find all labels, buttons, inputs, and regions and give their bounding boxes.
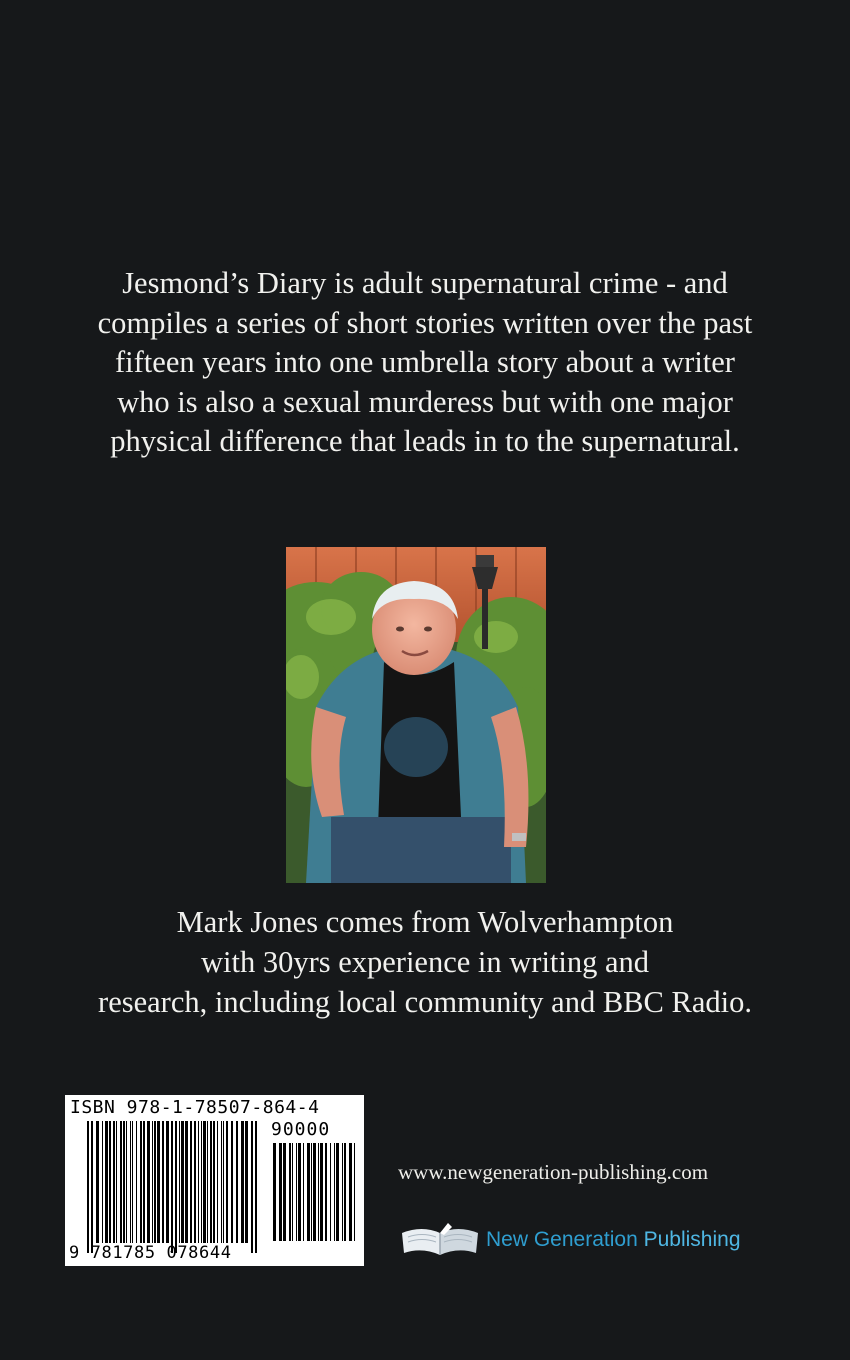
ean-digits: 9 781785 078644 [69,1243,232,1263]
publisher-website: www.newgeneration-publishing.com [398,1160,709,1184]
barcode-bar [221,1121,222,1243]
barcode-bar [185,1121,188,1243]
barcode-guard-bar [91,1121,93,1253]
barcode-bar [152,1121,153,1243]
barcode-bar [123,1121,125,1243]
barcode-bar [334,1143,335,1241]
barcode-bar [96,1121,99,1243]
barcode-bar [166,1121,169,1243]
barcode-bar [342,1143,343,1241]
barcode-bar [194,1121,196,1243]
publisher-name-part2: Publishing [643,1228,741,1251]
barcode-bar [140,1121,142,1243]
barcode-bar [245,1121,248,1243]
barcode-bar [336,1143,339,1241]
barcode-bar [241,1121,244,1243]
barcode-bar [236,1121,238,1243]
blurb-line-5: physical difference that leads in to the supernatural. [110,424,740,458]
bio-line-2: with 30yrs experience in writing and [200,945,650,979]
barcode-bar [344,1143,346,1241]
publisher-logo [400,1222,741,1258]
barcode-guard-bar [87,1121,89,1253]
barcode-bar [289,1143,291,1241]
barcode-bar [325,1143,327,1241]
blurb-line-4: who is also a sexual murderess but with one major [117,384,733,419]
open-book-icon [400,1223,480,1257]
barcode-guard-bar [175,1121,177,1253]
barcode-bar [279,1143,282,1241]
barcode-bar [132,1121,133,1243]
barcode-guard-bar [171,1121,173,1253]
barcode-bar [311,1143,312,1241]
barcode-bar [157,1121,160,1243]
barcode-bar [298,1143,301,1241]
barcode-bar [181,1121,184,1243]
isbn-barcode [65,1095,364,1266]
barcode-bar [113,1121,115,1243]
barcode-bar [349,1143,352,1241]
barcode-bar [296,1143,297,1241]
publisher-name-part1: New Generation [486,1228,644,1251]
barcode-guard-bar [255,1121,257,1253]
barcode-bar [147,1121,150,1243]
barcode-bar [210,1121,212,1243]
barcode-bars [65,1095,364,1266]
bio-line-3: research, including local community and BBC Radio. [98,985,752,1019]
book-blurb [40,264,810,462]
barcode-bar [307,1143,310,1241]
barcode-bar [330,1143,331,1241]
barcode-bar [102,1121,103,1243]
isbn-label: ISBN 978-1-78507-864-4 [70,1097,320,1118]
barcode-bar [213,1121,215,1243]
barcode-bar [217,1121,218,1243]
barcode-guard-bar [251,1121,253,1253]
bio-line-1: Mark Jones comes from Wolverhampton [176,905,674,939]
barcode-bar [354,1143,355,1241]
barcode-bar [273,1143,276,1241]
barcode-bar [303,1143,304,1241]
barcode-bar [136,1121,137,1243]
barcode-bar [105,1121,108,1243]
barcode-bar [198,1121,199,1243]
barcode-bar [313,1143,316,1241]
barcode-bar [109,1121,111,1243]
barcode-bar [120,1121,122,1243]
author-photo [286,547,546,883]
publisher-name [486,1228,741,1252]
barcode-bar [318,1143,319,1241]
barcode-bar [162,1121,164,1243]
barcode-bar [126,1121,127,1243]
blurb-line-2: compiles a series of short stories written over the past [97,305,753,340]
price-code: 90000 [271,1119,331,1140]
barcode-bar [130,1121,131,1243]
barcode-bar [320,1143,323,1241]
barcode-bar [190,1121,192,1243]
barcode-bar [283,1143,286,1241]
author-bio [40,902,810,1022]
barcode-bar [203,1121,206,1243]
barcode-bar [154,1121,156,1243]
barcode-bar [179,1121,180,1243]
barcode-bar [207,1121,208,1243]
barcode-bar [201,1121,202,1243]
barcode-bar [231,1121,233,1243]
blurb-line-1: Jesmond’s Diary is adult supernatural crime - and [122,266,728,300]
barcode-bar [223,1121,224,1243]
barcode-bar [116,1121,117,1243]
barcode-bar [292,1143,293,1241]
barcode-bar [226,1121,228,1243]
blurb-line-3: fifteen years into one umbrella story about a writer [115,345,735,379]
barcode-bar [143,1121,145,1243]
